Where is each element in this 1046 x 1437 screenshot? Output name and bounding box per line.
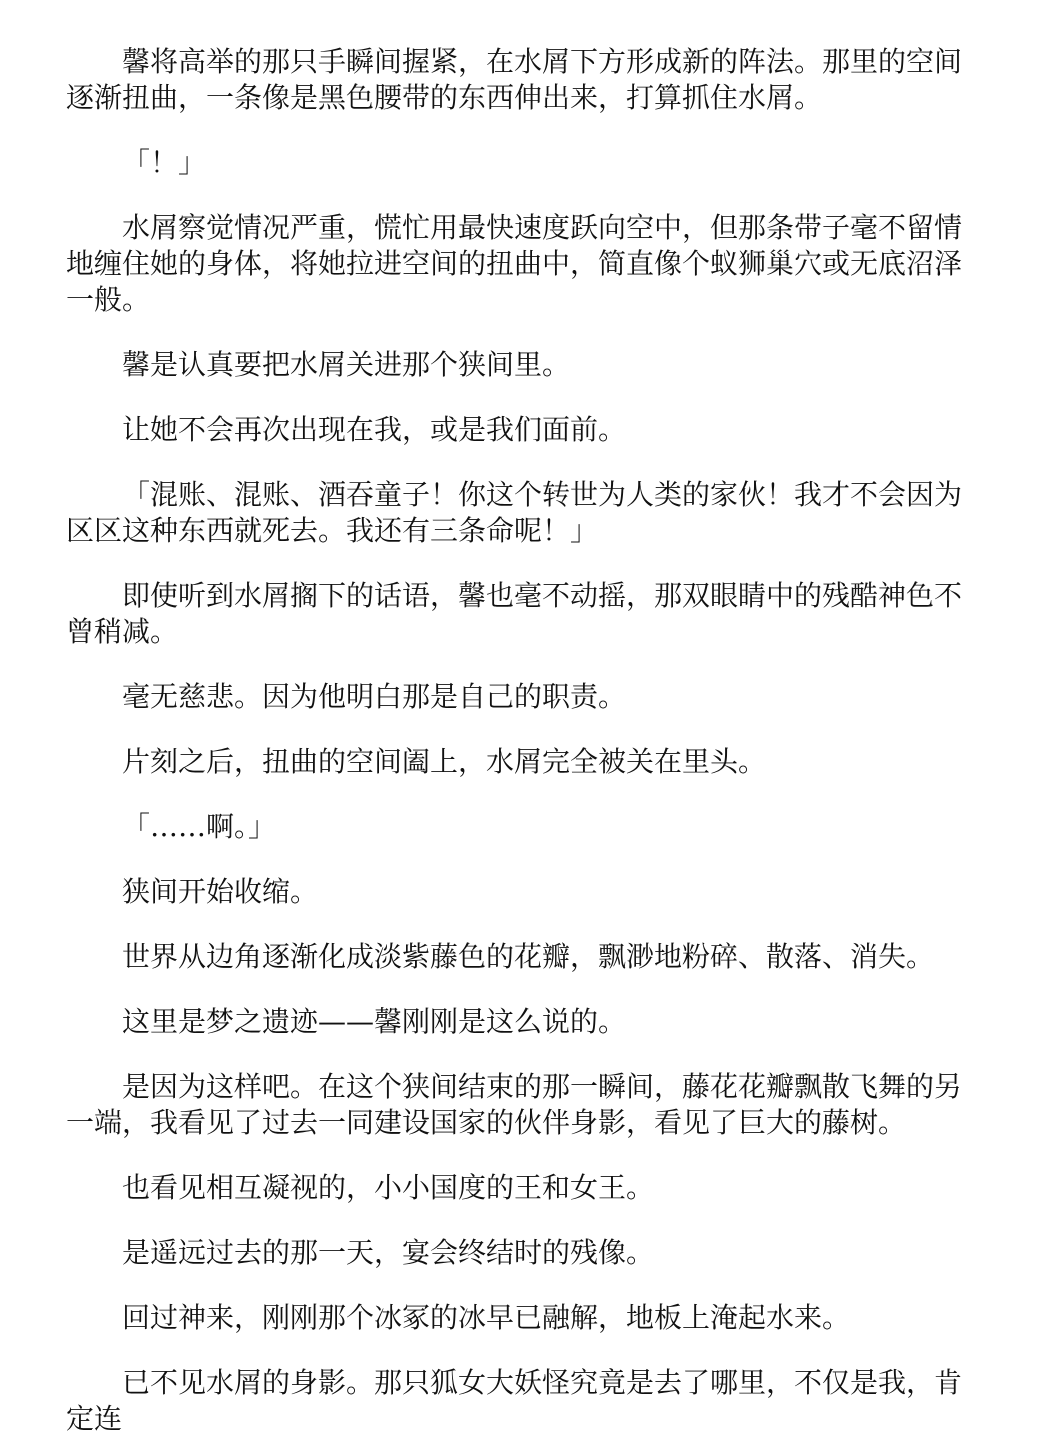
paragraph: 片刻之后，扭曲的空间阖上，水屑完全被关在里头。: [122, 745, 767, 778]
paragraph: 「！」: [122, 146, 207, 179]
document-page: [66, 44, 976, 1437]
paragraph: 这里是梦之遗迹——馨刚刚是这么说的。: [122, 1005, 627, 1038]
paragraph: 是遥远过去的那一天，宴会终结时的残像。: [122, 1236, 655, 1269]
paragraph: 狭间开始收缩。: [122, 875, 319, 908]
paragraph: 「……啊。」: [122, 810, 277, 843]
paragraph: 馨是认真要把水屑关进那个狭间里。: [122, 348, 571, 381]
paragraph: 让她不会再次出现在我，或是我们面前。: [122, 413, 627, 446]
paragraph: 已不见水屑的身影。那只狐女大妖怪究竟是去了哪里，不仅是我，肯定连: [66, 1366, 963, 1435]
paragraph: 毫无慈悲。因为他明白那是自己的职责。: [122, 680, 627, 713]
paragraph: 即使听到水屑搁下的话语，馨也毫不动摇，那双眼睛中的残酷神色不曾稍减。: [66, 579, 963, 648]
paragraph: 「混账、混账、酒吞童子！你这个转世为人类的家伙！我才不会因为区区这种东西就死去。我还有三条命呢！」: [66, 478, 963, 547]
paragraph: 馨将高举的那只手瞬间握紧，在水屑下方形成新的阵法。那里的空间逐渐扭曲，一条像是黑色腰带的东西伸出来，打算抓住水屑。: [66, 45, 963, 114]
paragraph: 也看见相互凝视的，小小国度的王和女王。: [122, 1171, 655, 1204]
paragraph: 回过神来，刚刚那个冰冢的冰早已融解，地板上淹起水来。: [122, 1301, 851, 1334]
paragraph: 是因为这样吧。在这个狭间结束的那一瞬间，藤花花瓣飘散飞舞的另一端，我看见了过去一同建设国家的伙伴身影，看见了巨大的藤树。: [66, 1070, 963, 1139]
paragraph: 水屑察觉情况严重，慌忙用最快速度跃向空中，但那条带子毫不留情地缠住她的身体，将她拉进空间的扭曲中，简直像个蚁狮巢穴或无底沼泽一般。: [66, 211, 963, 316]
paragraph: 世界从边角逐渐化成淡紫藤色的花瓣，飘渺地粉碎、散落、消失。: [122, 940, 935, 973]
